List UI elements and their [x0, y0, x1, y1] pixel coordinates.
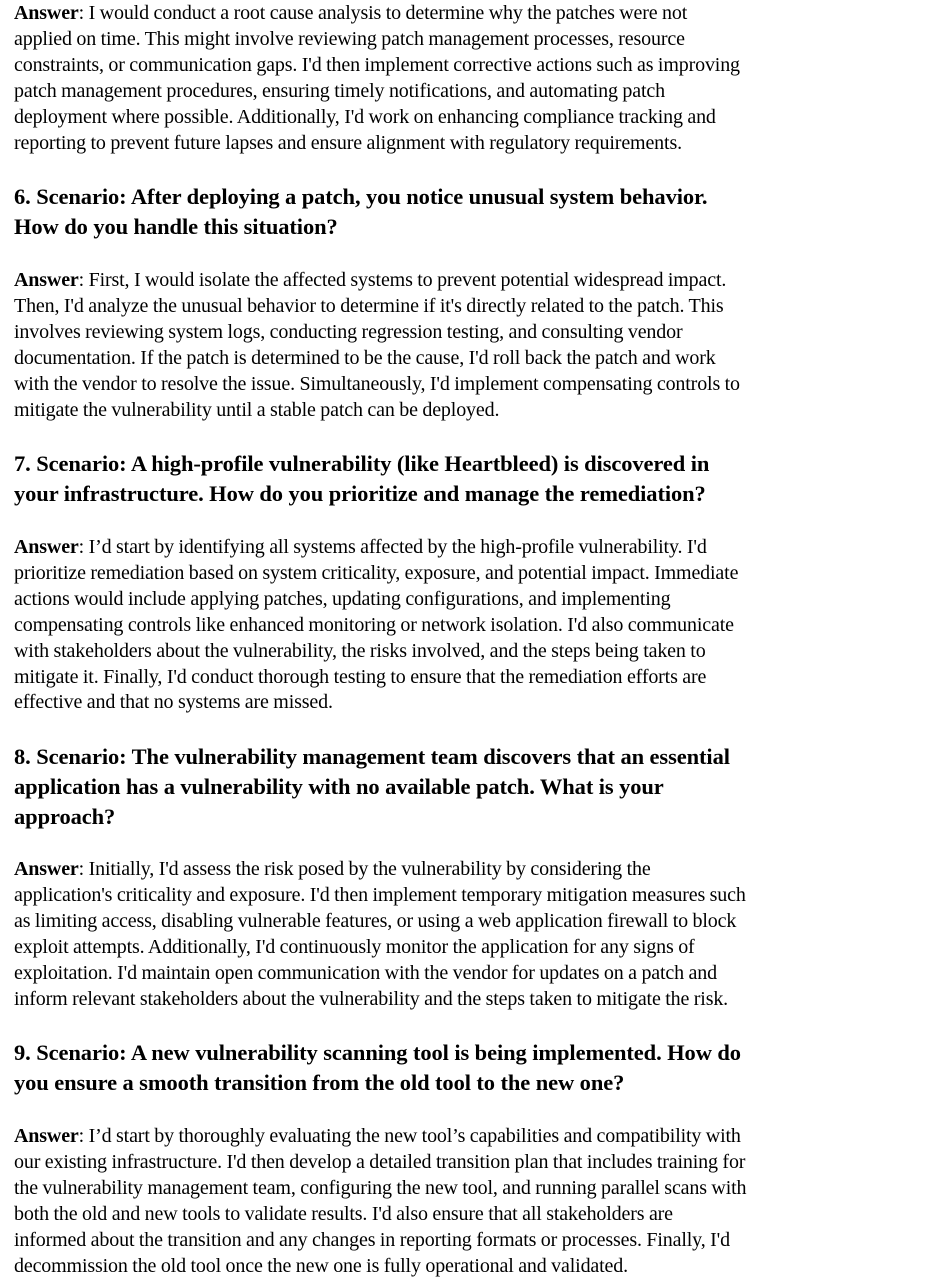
answer-paragraph: Answer: Initially, I'd assess the risk posed by the vulnerability by considering the application's criticality and exposure. I'd then implement temporary mitigation measures such as limiting access, disabling vulnerable features, or using a web application firewall to block exploit attempts. Additionally, I'd continuously monitor the application for any signs of exploitation. I'd maintain open communication with the vendor for updates on a patch and inform relevant stakeholders about the vulnerability and the steps taken to mitigate the risk. — [14, 858, 746, 1010]
question-heading: 9. Scenario: A new vulnerability scanning tool is being implemented. How do you ensure a smooth transition from the old tool to the new one? — [14, 1040, 741, 1095]
answer-paragraph: Answer: I’d start by identifying all systems affected by the high-profile vulnerability. I'd prioritize remediation based on system criticality, exposure, and potential impact. Immediate actions would include applying patches, updating configurations, and implementing compensating controls like enhanced monitoring or network isolation. I'd also communicate with stakeholders about the vulnerability, the risks involved, and the steps being taken to mitigate it. Finally, I'd conduct thorough testing to ensure that the remediation efforts are effective and that no systems are missed. — [14, 536, 739, 714]
answer-9 — [14, 1124, 894, 1279]
answer-paragraph: Answer: I would conduct a root cause analysis to determine why the patches were not applied on time. This might involve reviewing patch management processes, resource constraints, or communication gaps. I'd then implement corrective actions such as improving patch management procedures, ensuring timely notifications, and automating patch deployment where possible. Additionally, I'd work on enhancing compliance tracking and reporting to prevent future lapses and ensure alignment with regulatory requirements. — [14, 2, 740, 154]
answer-label: Answer — [14, 858, 79, 880]
answer-7 — [14, 535, 894, 716]
answer-6 — [14, 268, 894, 423]
question-heading: 8. Scenario: The vulnerability management team discovers that an essential application has a vulnerability with no available patch. What is your approach? — [14, 744, 730, 829]
question-heading: 6. Scenario: After deploying a patch, you notice unusual system behavior. How do you handle this situation? — [14, 184, 708, 239]
answer-label: Answer — [14, 2, 79, 24]
question-9 — [14, 1038, 894, 1098]
answer-paragraph: Answer: I’d start by thoroughly evaluating the new tool’s capabilities and compatibility with our existing infrastructure. I'd then develop a detailed transition plan that includes training for the vulnerability management team, configuring the new tool, and running parallel scans with both the old and new tools to validate results. I'd also ensure that all stakeholders are informed about the transition and any changes in reporting formats or processes. Finally, I'd decommission the old tool once the new one is fully operational and validated. — [14, 1125, 747, 1277]
question-heading: 7. Scenario: A high-profile vulnerability (like Heartbleed) is discovered in your infrastructure. How do you prioritize and manage the remediation? — [14, 451, 710, 506]
answer-label: Answer — [14, 1125, 79, 1147]
answer-paragraph: Answer: First, I would isolate the affected systems to prevent potential widespread impact. Then, I'd analyze the unusual behavior to determine if it's directly related to the patch. This involves reviewing system logs, conducting regression testing, and consulting vendor documentation. If the patch is determined to be the cause, I'd roll back the patch and work with the vendor to resolve the issue. Simultaneously, I'd implement compensating controls to mitigate the vulnerability until a stable patch can be deployed. — [14, 269, 740, 421]
answer-8 — [14, 857, 894, 1012]
answer-label: Answer — [14, 536, 79, 558]
answer-label: Answer — [14, 269, 79, 291]
question-6 — [14, 182, 894, 242]
question-8 — [14, 742, 894, 831]
question-7 — [14, 449, 894, 509]
answer-5 — [14, 1, 894, 156]
